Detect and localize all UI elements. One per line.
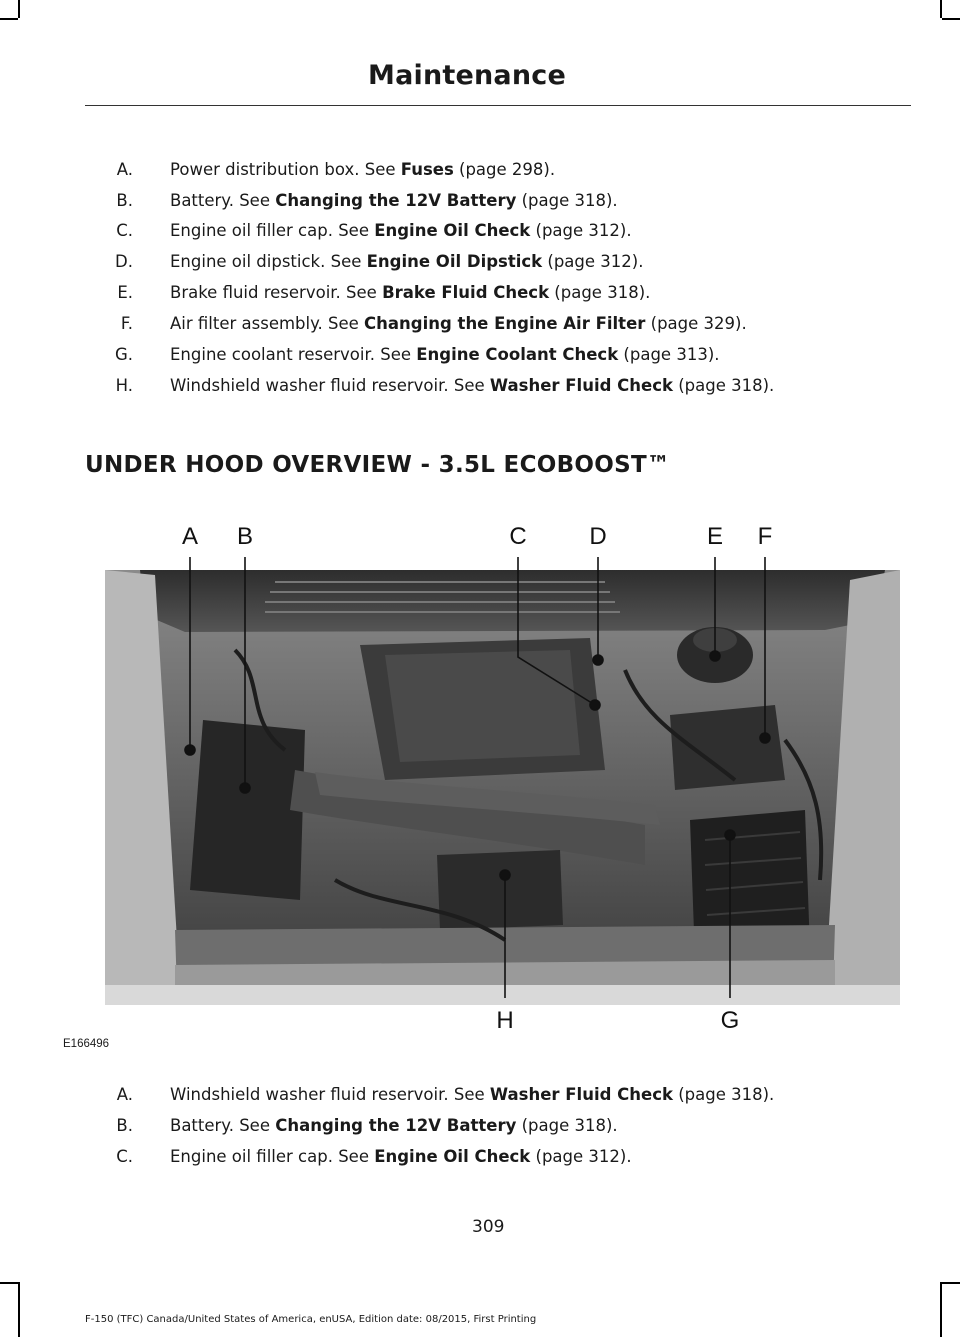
header-divider [85, 105, 911, 106]
callout-label: A [181, 523, 199, 550]
list-item [85, 221, 905, 251]
crop-mark [18, 0, 20, 18]
item-text [170, 252, 643, 271]
item-description: Windshield washer fluid reservoir. See [170, 376, 490, 395]
callout-label: B [236, 523, 254, 550]
footer-edition-info: F-150 (TFC) Canada/United States of America, enUSA, Edition date: 08/2015, First Printing [85, 1314, 537, 1325]
item-text [170, 376, 774, 395]
item-letter: A. [116, 160, 133, 179]
callout-label: G [720, 1007, 740, 1034]
item-description: Engine oil filler cap. See [170, 1147, 375, 1166]
item-text [170, 1085, 774, 1104]
list-item [85, 314, 905, 344]
item-letter: D. [115, 252, 133, 271]
item-letter: E. [117, 283, 133, 302]
item-page-ref: (page 318). [672, 376, 775, 395]
item-reference-link[interactable]: Engine Oil Check [374, 221, 531, 240]
item-description: Brake fluid reservoir. See [170, 283, 383, 302]
list-item [85, 345, 905, 375]
item-letter: B. [116, 1116, 133, 1135]
item-description: Battery. See [170, 1116, 276, 1135]
item-reference-link[interactable]: Engine Oil Check [374, 1147, 531, 1166]
engine-bay-illustration [85, 520, 920, 1055]
item-letter: C. [116, 1147, 133, 1166]
list-item [85, 376, 905, 406]
item-page-ref: (page 318). [516, 191, 618, 210]
crop-mark [18, 1282, 20, 1337]
item-reference-link[interactable]: Engine Oil Dipstick [366, 252, 543, 271]
engine-bay-figure [63, 520, 920, 1055]
callout-label: C [509, 523, 527, 550]
item-description: Windshield washer fluid reservoir. See [170, 1085, 490, 1104]
item-page-ref: (page 312). [542, 252, 644, 271]
figure-code: E166496 [63, 1038, 110, 1050]
item-page-ref: (page 318). [672, 1085, 775, 1104]
item-page-ref: (page 329). [645, 314, 747, 333]
item-reference-link[interactable]: Washer Fluid Check [489, 1085, 673, 1104]
item-letter: A. [116, 1085, 133, 1104]
item-text [170, 1116, 618, 1135]
item-letter: H. [115, 376, 133, 395]
item-text [170, 191, 618, 210]
crop-mark [0, 18, 18, 20]
item-description: Power distribution box. See [170, 160, 401, 179]
item-description: Air filter assembly. See [170, 314, 365, 333]
list-item [85, 191, 905, 221]
item-description: Battery. See [170, 191, 276, 210]
item-description: Engine oil filler cap. See [170, 221, 375, 240]
item-letter: F. [120, 314, 133, 333]
crop-mark [942, 18, 960, 20]
list-item [85, 283, 905, 313]
item-reference-link[interactable]: Washer Fluid Check [489, 376, 673, 395]
item-text [170, 1147, 632, 1166]
item-page-ref: (page 298). [453, 160, 556, 179]
list-item [85, 1147, 905, 1177]
page-number: 309 [472, 1217, 505, 1237]
crop-mark [940, 1282, 942, 1337]
list-item [85, 160, 905, 190]
item-description: Engine coolant reservoir. See [170, 345, 417, 364]
item-page-ref: (page 312). [530, 221, 632, 240]
item-text [170, 345, 720, 364]
callout-label: H [496, 1007, 514, 1034]
item-text [170, 314, 747, 333]
item-reference-link[interactable]: Changing the Engine Air Filter [364, 314, 646, 333]
item-page-ref: (page 313). [618, 345, 720, 364]
item-reference-link[interactable]: Changing the 12V Battery [275, 191, 517, 210]
crop-mark [940, 0, 942, 18]
item-reference-link[interactable]: Fuses [400, 160, 454, 179]
crop-mark [942, 1282, 960, 1284]
section-heading: UNDER HOOD OVERVIEW - 3.5L ECOBOOST™ [85, 452, 671, 478]
item-reference-link[interactable]: Changing the 12V Battery [275, 1116, 517, 1135]
page-header-title: Maintenance [368, 60, 566, 91]
item-text [170, 160, 555, 179]
list-item [85, 1085, 905, 1115]
callout-label: F [757, 523, 773, 550]
crop-mark [0, 1282, 18, 1284]
callout-label: E [706, 523, 724, 550]
item-page-ref: (page 318). [516, 1116, 618, 1135]
item-letter: B. [116, 191, 133, 210]
callout-label: D [589, 523, 607, 550]
item-text [170, 283, 650, 302]
item-reference-link[interactable]: Engine Coolant Check [416, 345, 619, 364]
item-page-ref: (page 318). [549, 283, 651, 302]
item-letter: C. [116, 221, 133, 240]
list-item [85, 252, 905, 282]
item-reference-link[interactable]: Brake Fluid Check [382, 283, 550, 302]
item-description: Engine oil dipstick. See [170, 252, 367, 271]
item-page-ref: (page 312). [530, 1147, 632, 1166]
item-letter: G. [114, 345, 133, 364]
list-item [85, 1116, 905, 1146]
item-text [170, 221, 632, 240]
